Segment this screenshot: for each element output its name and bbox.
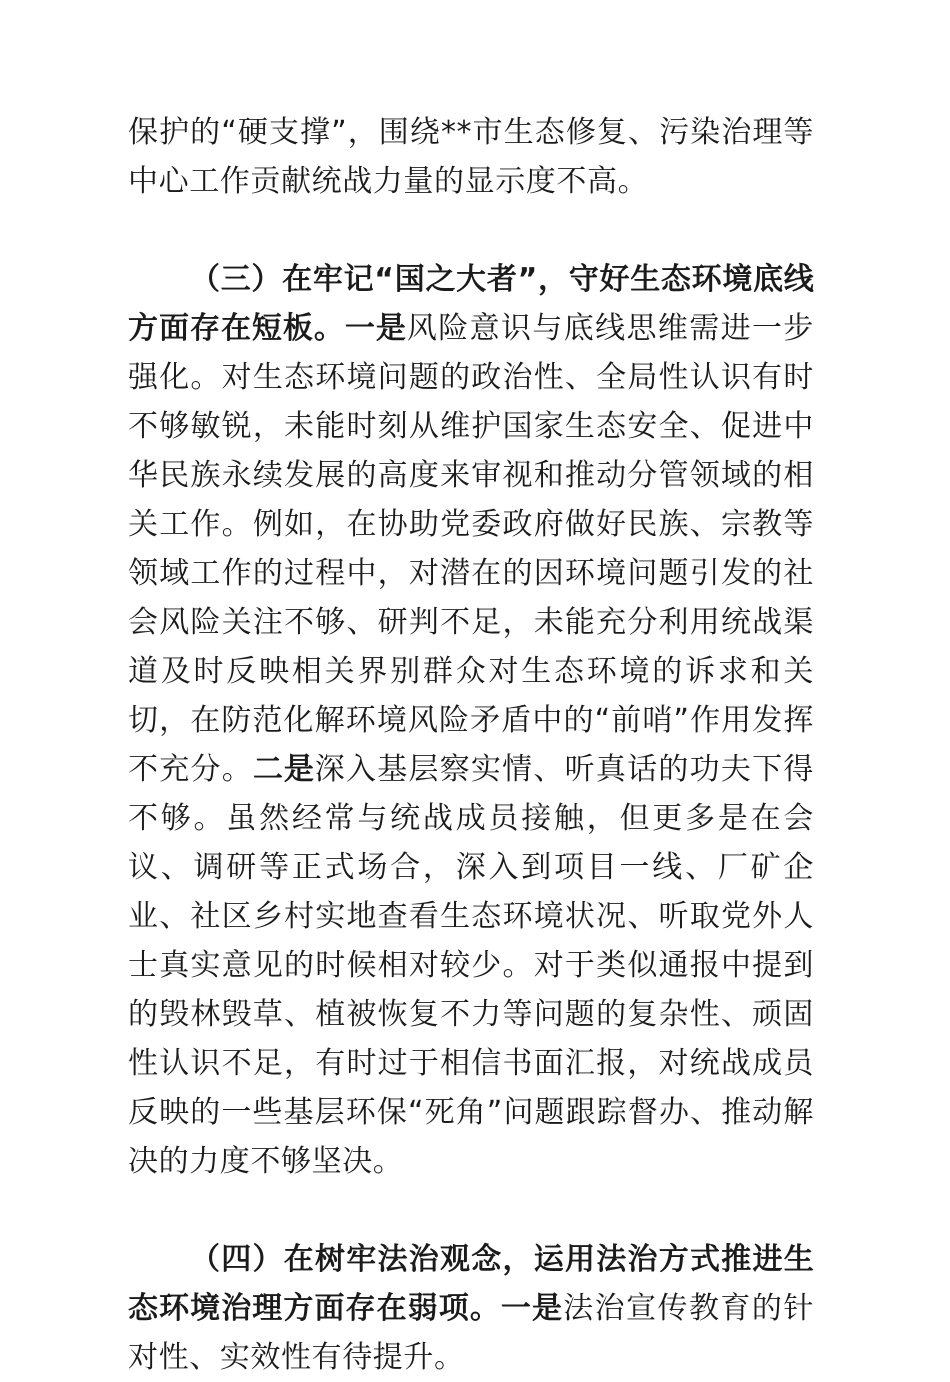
text-run: 法治宣传教育的针对性、实效性有待提升。	[128, 1291, 814, 1375]
document-text-block	[128, 108, 814, 1382]
paragraph	[128, 255, 814, 1186]
text-run: 风险意识与底线思维需进一步强化。对生态环境问题的政治性、全局性认识有时不够敏锐，未能时刻从维护国家生态安全、促进中华民族永续发展的高度来审视和推动分管领域的相关工作。例如，在协助党委政府做好民族、宗教等领域工作的过程中，对潜在的因环境问题引发的社会风险关注不够、研判不足，未能充分利用统战渠道及时反映相关界别群众对生态环境的诉求和关切，在防范化解环境风险矛盾中的“前哨”作用发挥不充分。	[128, 311, 814, 787]
text-run-bold: （四）在树牢法治观念，运用法治方式推进生态环境治理方面存在弱项。	[128, 1242, 814, 1326]
text-run: 深入基层察实情、听真话的功夫下得不够。虽然经常与统战成员接触，但更多是在会议、调研等正式场合，深入到项目一线、厂矿企业、社区乡村实地查看生态环境状况、听取党外人士真实意见的时候相对较少。对于类似通报中提到的毁林毁草、植被恢复不力等问题的复杂性、顽固性认识不足，有时过于相信书面汇报，对统战成员反映的一些基层环保“死角”问题跟踪督办、推动解决的力度不够坚决。	[128, 752, 815, 1179]
text-run-bold: 一是	[500, 1291, 564, 1326]
paragraph-spacer	[128, 206, 814, 255]
text-run-bold: （三）在牢记“国之大者”，守好生态环境底线方面存在短板。	[128, 262, 814, 346]
paragraph-spacer	[128, 1186, 814, 1235]
text-run-bold: 一是	[344, 311, 407, 346]
text-run: 保护的“硬支撑”，围绕**市生态修复、污染治理等中心工作贡献统战力量的显示度不高。	[128, 115, 814, 199]
paragraph	[128, 108, 814, 206]
text-run-bold: 二是	[253, 752, 315, 787]
paragraph	[128, 1235, 814, 1382]
